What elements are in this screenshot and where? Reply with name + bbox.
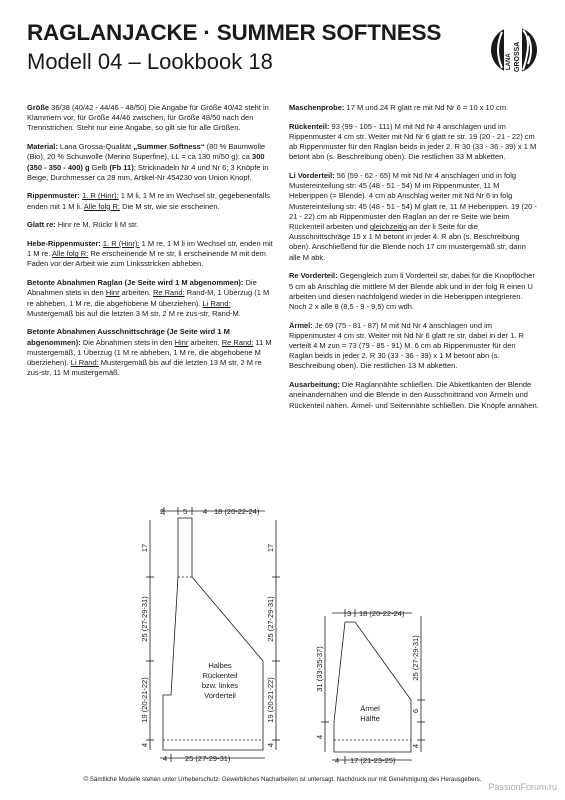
piece-label-1: Halbes [208, 661, 232, 670]
li-vorderteil-text: an der li Seite für die Ausschnittschräge 15 x 1 M betont in jeder 4. R abn (s. Beschreibung oben). Anschließend für die Blende noch 17 cm mustergemäß str, dann alle M abk. [289, 222, 526, 262]
material-label: Material: [27, 142, 58, 152]
rippenmuster-text: Die M str, wie sie erscheinen. [119, 201, 220, 211]
size-label: Größe [27, 103, 50, 112]
dim-left-25: 25 (27-29-31) [140, 596, 149, 642]
sleeve-dim-right-25: 25 (27-29-31) [411, 635, 420, 681]
material-text: ; Stricknadeln Nr 4 und Nr 6; 3 Knöpfe in Beige, Durchmesser ca 28 mm, Artikel-Nr 454230 von Union Knopf. [27, 162, 269, 182]
rueckenteil-text: 93 (99 - 105 - 111) M mit Nd Nr 4 anschlagen und im Rippenmuster 4 cm str. Weiter mit Nd Nr 6 glatt re str. 19 (20 - 21 - 22) cm ab Rippenmuster für den Raglan beids in jeder 2. R 30 (33 - 36 - 39) x 1 M betont abn (s. Beschreibung oben). Die restlichen 33 M abketten. [289, 121, 537, 162]
body-piece-outline [163, 518, 263, 750]
material-text: Gelb [89, 162, 110, 172]
maschenprobe-label: Maschenprobe: [289, 103, 345, 112]
raglan-label: Betonte Abnahmen Raglan (Je Seite wird 1 M abgenommen): [27, 278, 244, 288]
hebe-text: 1 M re, 1 M li im Wechsel str, enden mit 1 M re. [27, 239, 273, 259]
ausarbeitung-text: Die Raglannähte schließen. Die Abkettkanten der Blende aneinandernähen und die Blende in den Ausschnittrand von Ärmeln und Rückenteil nähen. Ärmel- und Seitennähte schließen. Die Knöpfe annähen. [289, 380, 539, 410]
li-vorderteil-label: Li Vorderteil: [289, 171, 335, 181]
material-text: (80 % Baumwolle (Bio), 20 % Schurwolle (Merino Superfine), LL = ca 130 m/50 g): ca [27, 142, 266, 162]
dim-right-4: 4 [266, 742, 275, 748]
dim-left-19: 19 (20-21-22) [140, 677, 149, 723]
raglan-li-rand: Li Rand: [202, 298, 231, 308]
hebe-row1: 1. R (Hinr): [102, 239, 140, 249]
ausschnitt-hinr: Hinr [174, 337, 189, 347]
aermel-label: Ärmel: [289, 320, 313, 330]
sleeve-dim-left-4: 4 [315, 734, 324, 740]
dim-left-4: 4 [140, 742, 149, 748]
ausschnitt-re-rand: Re Rand: [221, 337, 254, 347]
ausschnitt-text: Die Abnahmen stets in den [80, 337, 175, 347]
material-text: Lana Grossa-Qualität [57, 142, 134, 152]
page-subtitle: Modell 04 – Lookbook 18 [27, 49, 273, 74]
sleeve-dim-right-4: 4 [411, 743, 420, 749]
raglan-re-rand: Re Rand: [152, 288, 185, 298]
rueckenteil-label: Rückenteil: [289, 121, 330, 131]
ausschnitt-li-rand: Li Rand: [70, 358, 99, 368]
aermel-text: Je 69 (75 - 81 - 87) M mit Nd Nr 4 anschlagen und im Rippenmuster 4 cm str. Weiter mit Nd Nr 6 glatt re str, dabei in der 1. R verteilt 4 M zun = 73 (79 - 85 - 91) M. 6 cm ab Rippenmuster für den Raglan beids in jeder 2. R 30 (33 - 36 - 39) x 1 M betont abn (s. Beschreibung oben). Die restlichen 13 M abketten. [289, 320, 524, 371]
piece-label-2: Rückenteil [202, 671, 238, 680]
sleeve-dim-right-6: 6 [411, 708, 420, 714]
copyright-footer: © Sämtliche Modelle stehen unter Urheberschutz. Gewerbliches Nacharbeiten ist untersagt. Nachdruck nur mit Genehmigung des Herausgebers. [83, 776, 482, 783]
rippenmuster-text: 1 M li, 1 M re im Wechsel str, gegebenenfalls enden mit 1 M li. [27, 191, 270, 211]
raglan-text: Die Abnahmen stets in den [27, 278, 257, 298]
raglan-text: Mustergemäß bis auf die letzten 3 M str, 2 M re zus-str, Rand-M. [27, 308, 241, 318]
dim-right-19: 19 (20-21-22) [266, 677, 275, 723]
material-color: (Fb 11) [109, 162, 134, 172]
re-vorderteil-text: Gegengleich zum li Vorderteil str, dabei für die Knopflöcher 5 cm ab Anschlag die mittlere M der Blende abk und in der folg R einen U arbeiten und diesen nachfolgend wieder in die Heberippen integrieren. Noch 2 x alle 8 (8,5 - 9 - 9,5) cm wdh. [289, 271, 535, 311]
sleeve-dim-top-3: 3 [347, 609, 352, 618]
ausarbeitung-label: Ausarbeitung: [289, 380, 340, 390]
svg-text:GROSSA: GROSSA [514, 41, 521, 72]
hebe-text: Re erscheinende M re str, li erscheinende M mit dem Faden vor der Arbeit wie zum Linksstricken abheben. [27, 249, 266, 269]
li-vorderteil-text: 56 (59 - 62 - 65) M mit Nd Nr 4 anschlagen und in folg Mustereinteilung str: 45 (48 - 51 - 54) M im Rippenmuster, 11 M Heberippen (= Blende). 4 cm ab Anschlag weiter mit Nd Nr 6 in folg Mustereinteilung str: 45 (48 - 51 - 54) M glatt re, 11 M Heberippen. 19 (20 - 21 - 22) cm ab Rippenmuster den Raglan an der re Seite wie beim Rückenteil arbeiten und [289, 171, 537, 232]
dim-bottom-25: 25 (27-29-31) [185, 754, 231, 763]
dim-right-25: 25 (27-29-31) [266, 596, 275, 642]
dim-bottom-4: 4 [163, 754, 168, 763]
dim-left-17: 17 [140, 543, 149, 553]
ausschnitt-text: 11 M mustergemäß, 1 Überzug (1 M re abheben, 1 M re, die abgehobene M überziehen). [27, 337, 272, 368]
piece-label-4: Vorderteil [204, 691, 236, 700]
glatt-re-text: Hinr re M, Rückr li M str. [55, 220, 139, 230]
raglan-hinr: Hinr [105, 288, 120, 298]
dim-right-17: 17 [266, 543, 275, 553]
ausschnitt-label: Betonte Abnahmen Ausschnittschräge (Je Seite wird 1 M abgenommen): [27, 327, 230, 347]
glatt-re-label: Glatt re: [27, 220, 56, 230]
ausschnitt-text: Mustergemäß bis auf die letzten 13 M str, 2 M re zus-str, 11 M mustergemäß. [27, 358, 262, 378]
sleeve-dim-bottom-17: 17 (21-23-25) [350, 756, 396, 765]
dim-top-18: 18 (20-22-24) [214, 507, 260, 516]
rippenmuster-following-rows: Alle folg R: [83, 201, 120, 211]
svg-text:LANA: LANA [506, 53, 512, 70]
li-vorderteil-gleichzeitig: gleichzeitig [369, 222, 407, 232]
material-quantity: 300 (350 - 350 - 400) g [27, 152, 265, 172]
ausschnitt-text: arbeiten. [188, 337, 222, 347]
watermark: PassionForum.ru [488, 782, 557, 792]
hebe-label: Hebe-Rippenmuster: [27, 239, 101, 249]
material-yarn: „Summer Softness“ [133, 142, 205, 152]
hebe-following-rows: Alle folg R: [52, 249, 89, 259]
dim-top-5: 5 [183, 507, 188, 516]
page-title: RAGLANJACKE · SUMMER SOFTNESS [27, 20, 442, 45]
re-vorderteil-label: Re Vorderteil: [289, 271, 338, 281]
sleeve-dim-top-18: 18 (20-22-24) [359, 609, 405, 618]
rippenmuster-row1: 1. R (Hinr): [82, 191, 119, 201]
sleeve-dim-left-31: 31 (33-35-37) [315, 646, 324, 692]
piece-label-3: bzw. linkes [201, 681, 239, 690]
sleeve-label-2: Hälfte [360, 714, 380, 723]
rippenmuster-label: Rippenmuster: [27, 191, 80, 201]
raglan-text: arbeiten. [119, 288, 153, 298]
sleeve-label-1: Ärmel [360, 704, 380, 713]
maschenprobe-text: 17 M und 24 R glatt re mit Nd Nr 6 = 10 x 10 cm. [344, 103, 509, 112]
sleeve-dim-bottom-4: 4 [335, 756, 340, 765]
dim-top-2: 2 [160, 507, 165, 516]
raglan-text: Rand-M, 1 Überzug (1 M re abheben, 1 M re, die abgehobene M überziehen). [27, 288, 270, 308]
size-text: 36/38 (40/42 - 44/46 - 48/50) Die Angabe für Größe 40/42 steht in Klammern vor, für Größe 44/46 zwischen, für Größe 48/50 nach den Trennstrichen. Steht nur eine Angabe, so gilt sie für alle Größen. [27, 103, 269, 133]
dim-top-4: 4 [203, 507, 208, 516]
sleeve-piece-outline [334, 622, 411, 752]
